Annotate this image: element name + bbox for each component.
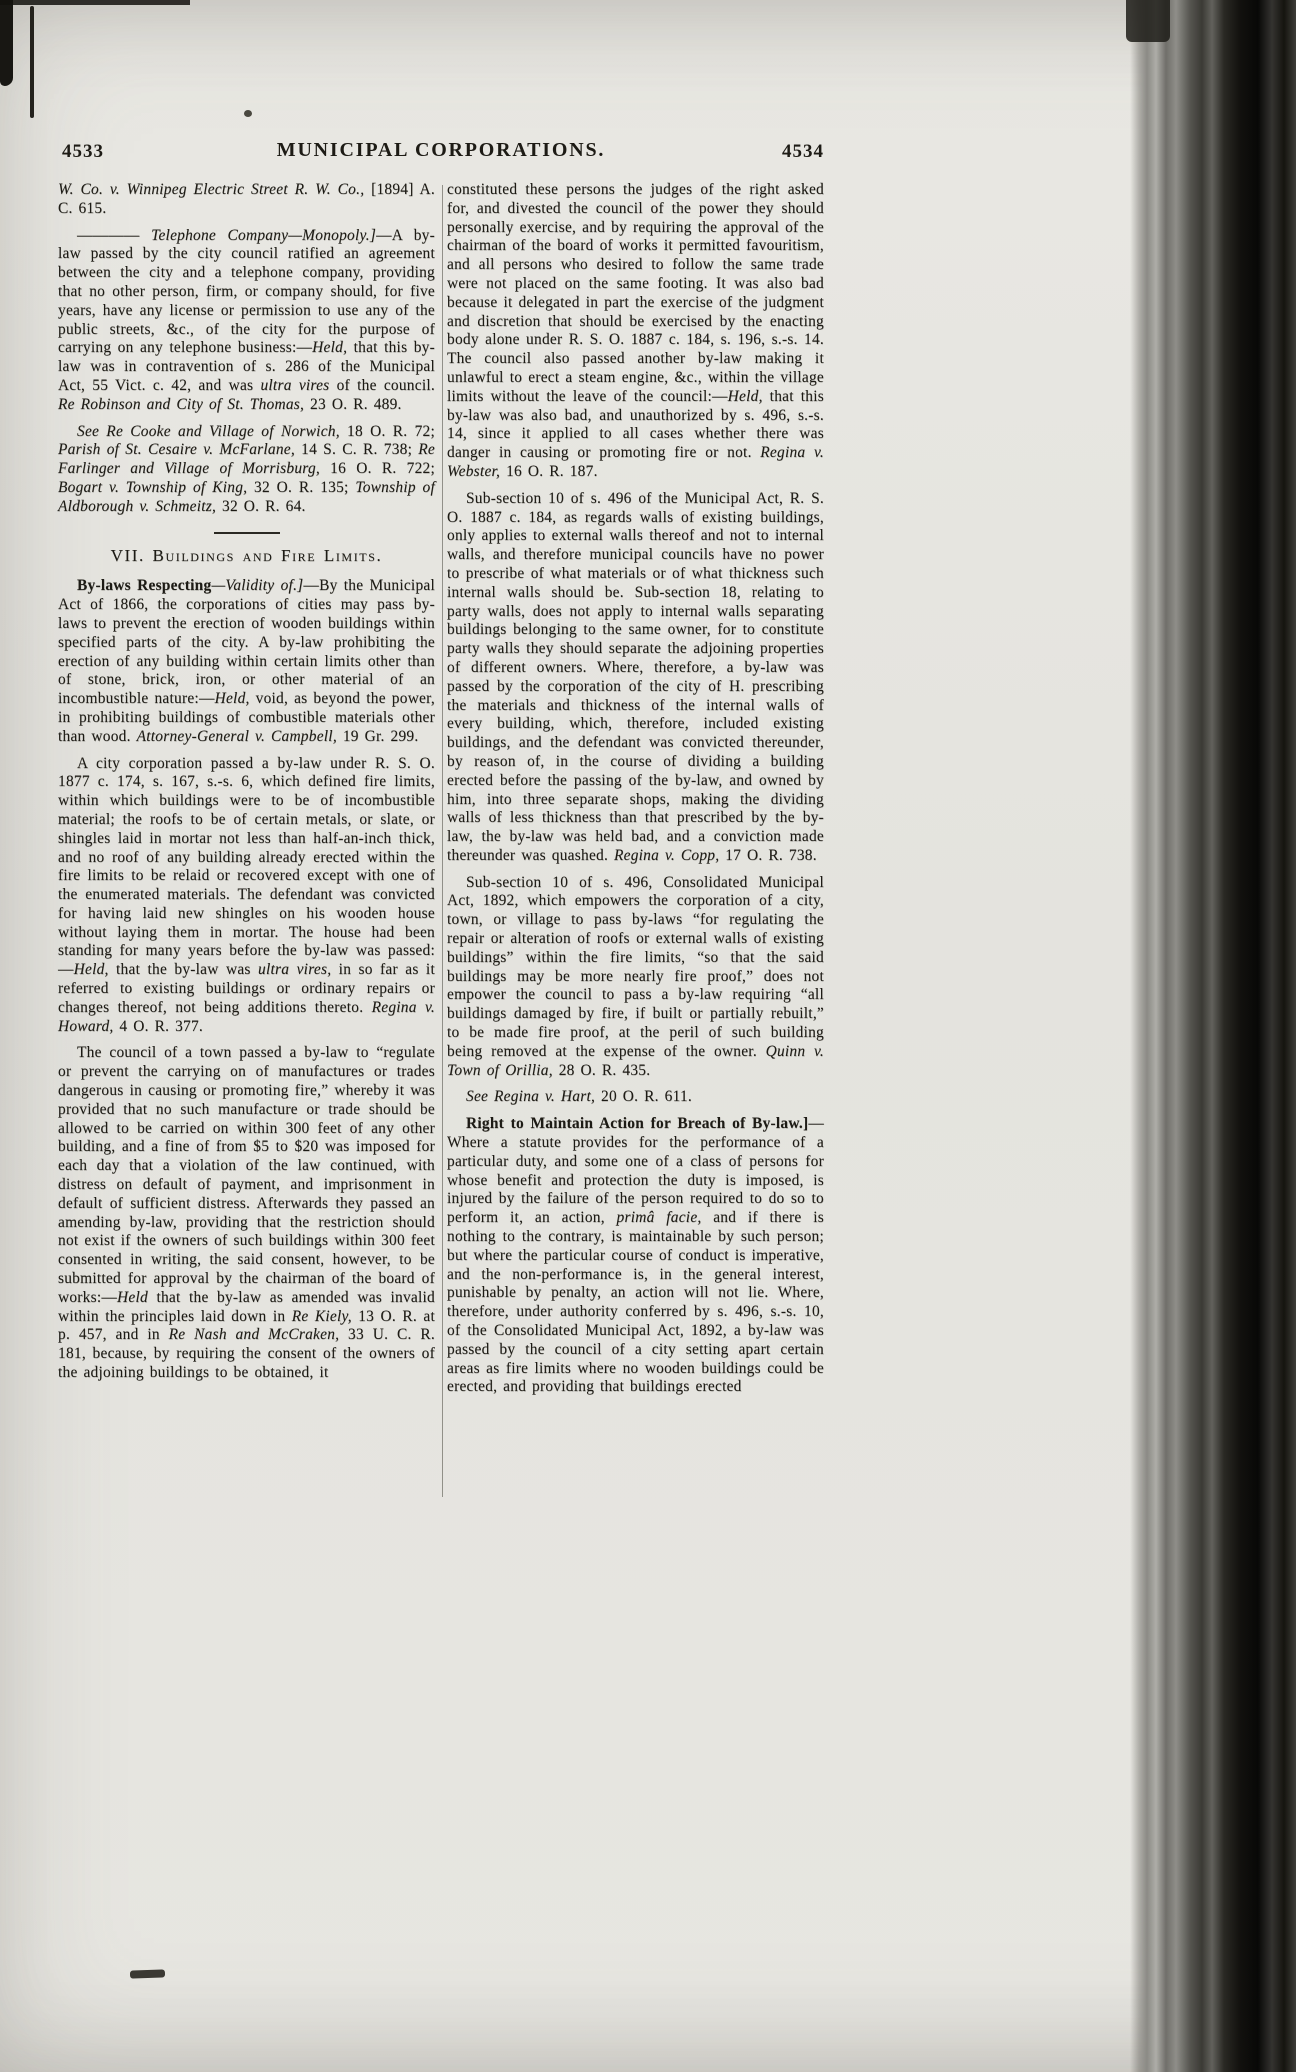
italic-text: Regina v. Copp, bbox=[613, 846, 720, 864]
section-heading bbox=[58, 547, 435, 566]
digest-paragraph bbox=[447, 490, 824, 866]
digest-paragraph bbox=[58, 227, 435, 415]
scan-artifact-bottom-dash bbox=[130, 1969, 165, 1978]
body-text: constituted these persons the judges of the right asked for, and divested the council of the power they should personally exercise, and by requiring the approval of the chairman of the board of works it permitted favouritism, and all persons who desired to follow the same trade were not placed on the same footing. It was also bad because it delegated in part the exercise of the judgment and discretion that should be exercised by the enacting body alone under R. S. O. 1887 c. 184, s. 196, s.-s. 14. The council also passed another by-law making it unlawful to erect a steam engine, &c., within the village limits without the leave of the council:— bbox=[447, 181, 824, 405]
body-text: Sub-section 10 of s. 496, Consolidated Municipal Act, 1892, which empowers the corporation of a city, town, or village to pass by-laws “for regulating the repair or alteration of roofs or external walls of existing buildings” within the fire limits, “so that the said buildings may be more nearly fire proof,” does not empower the council to pass a by-law requiring “all buildings damaged by fire, if built or partially rebuilt,” to be made fire proof, at the peril of such building being removed at the expense of the owner. bbox=[447, 873, 824, 1060]
body-text: —A by-law passed by the city council ratified an agreement between the city and a telephone company, providing that no other person, firm, or company should, for five years, have any license or permission to use any of the public streets, &c., of the city for the purpose of carrying on any telephone business:— bbox=[58, 226, 435, 357]
italic-text: Quinn v. Town of Orillia, bbox=[447, 1042, 824, 1079]
italic-text: Re Kiely, bbox=[291, 1307, 352, 1325]
body-text: 23 O. R. 489. bbox=[304, 395, 402, 413]
body-text: of the council. bbox=[329, 376, 435, 394]
page-number-right: 4534 bbox=[782, 141, 824, 162]
italic-text: Regina v. Howard, bbox=[58, 998, 436, 1035]
body-text: [1894] A. C. 615. bbox=[58, 181, 435, 217]
body-text: 13 O. R. at p. 457, and in bbox=[58, 1307, 435, 1344]
body-text: and if there is nothing to the contrary, is maintainable by such person; but where the particular course of conduct is imperative, and the non-performance is, in the general interest, punishable by penalty, an action will not lie. Where, therefore, under authority conferred by s. 496, s.-s. 10, of the Consolidated Municipal Act, 1892, a by-law was passed by the council of a city setting apart certain areas as fire limits where no wooden buildings could be erected, and providing that buildings erected bbox=[447, 1209, 824, 1396]
body-text: ———— bbox=[77, 226, 152, 244]
digest-paragraph bbox=[58, 577, 435, 746]
body-text: —By the Municipal Act of 1866, the corporations of cities may pass by-laws to prevent the erection of wooden buildings within specified parts of the city. A by-law prohibiting the erection of any building within certain limits other than of stone, brick, iron, or other material of an incombustible nature:— bbox=[58, 577, 435, 708]
italic-text: W. Co. v. Winnipeg Electric Street R. W. Co., bbox=[58, 181, 365, 198]
italic-text: primâ facie, bbox=[616, 1209, 702, 1227]
body-text: VII. Buildings and Fire Limits. bbox=[110, 545, 383, 565]
body-text: void, as beyond the power, in prohibiting buildings of combustible materials other than wood. bbox=[58, 690, 435, 745]
italic-text: Re Robinson and City of St. Thomas, bbox=[58, 395, 305, 413]
italic-text: Held, bbox=[214, 690, 250, 708]
digest-paragraph bbox=[447, 1088, 824, 1107]
body-text: The council of a town passed a by-law to “regulate or prevent the carrying on of manufactures or trades dangerous in causing or promoting fire,” whereby it was provided that no such manufacture or trade should be allowed to be carried on within 300 feet of any other building, and a fine of from $5 to $20 was imposed for each day that a violation of the law continued, with distress on default of payment, and imprisonment in default of sufficient distress. Afterwards they passed an amending by-law, providing that the restriction should not exist if the owners of such buildings within 300 feet consented in writing, the said consent, however, to be submitted for approval by the chairman of the board of works:— bbox=[58, 1044, 435, 1306]
left-column bbox=[58, 181, 435, 1397]
italic-text: Telephone Company—Monopoly.] bbox=[151, 226, 377, 244]
italic-text: —Validity of.] bbox=[211, 577, 304, 595]
italic-text: Held bbox=[117, 1288, 148, 1306]
text-columns bbox=[58, 181, 824, 1397]
italic-text: Bogart v. Township of King, bbox=[58, 478, 248, 496]
scan-artifact-top-right bbox=[1126, 0, 1170, 42]
body-text: 18 O. R. 72; bbox=[339, 422, 435, 440]
digest-paragraph bbox=[58, 1044, 435, 1382]
digest-paragraph bbox=[58, 181, 435, 219]
body-text: in so far as it referred to existing buildings or ordinary repairs or changes thereof, not being additions thereto. bbox=[58, 961, 435, 1016]
body-text: 19 Gr. 299. bbox=[336, 727, 419, 745]
scan-artifact-top-edge bbox=[0, 0, 190, 5]
italic-text: Re Nash and McCraken, bbox=[168, 1326, 340, 1344]
bold-lead-text: Right to Maintain Action for Breach of By-law.] bbox=[466, 1115, 809, 1133]
body-text: 28 O. R. 435. bbox=[552, 1061, 651, 1079]
body-text: A city corporation passed a by-law under R. S. O. 1877 c. 174, s. 167, s.-s. 6, which defined fire limits, within which buildings were to be of incombustible material; the roofs to be of certain metals, or slate, or shingles laid in mortar not less than half-an-inch thick, and no roof of any building already erected within the fire limits to be relaid or recovered except with one of the enumerated materials. The defendant was convicted for having laid new shingles on his wooden house without laying them in mortar. The house had been standing for many years before the by-law was passed:— bbox=[58, 754, 435, 979]
column-divider-rule bbox=[442, 185, 443, 1497]
digest-paragraph bbox=[447, 874, 824, 1081]
body-text: that this by-law was in contravention of s. 286 of the Municipal Act, 55 Vict. c. 42, and was bbox=[58, 339, 435, 394]
body-text: 20 O. R. 611. bbox=[595, 1088, 693, 1106]
italic-text: Attorney-General v. Campbell, bbox=[136, 727, 337, 745]
body-text: Sub-section 10 of s. 496 of the Municipal Act, R. S. O. 1887 c. 184, as regards walls of existing buildings, only applies to external walls thereof and not to internal walls, and therefore municipal councils have no power to prescribe of what materials or of what thickness such internal walls should be. Sub-section 18, relating to party walls, does not apply to internal walls separating buildings belonging to the same owner, for to constitute party walls they should separate the adjoining properties of different owners. Where, therefore, a by-law was passed by the corporation of the city of H. prescribing the materials and thickness of the internal walls of every building, which, therefore, included existing buildings, and the defendant was convicted thereunder, by reason of, in the course of dividing a building erected before the passing of the by-law, and owned by him, into three separate shops, making the dividing walls of less thickness than that prescribed by the by-law, the by-law was held bad, and a conviction made thereunder was quashed. bbox=[447, 489, 824, 864]
right-column bbox=[447, 181, 824, 1397]
body-text: 32 O. R. 135; bbox=[247, 478, 356, 496]
page-number-left: 4533 bbox=[62, 141, 104, 162]
section-divider-rule bbox=[214, 532, 280, 534]
italic-text: Parish of St. Cesaire v. McFarlane, bbox=[58, 441, 295, 459]
book-binding-shadow bbox=[1130, 0, 1296, 2072]
body-text: 32 O. R. 64. bbox=[216, 497, 306, 515]
scan-artifact-top-left bbox=[0, 0, 13, 86]
body-text: that this by-law was also bad, and unauthorized by s. 496, s.-s. 14, since it applied to all cases whether there was danger in causing or promoting fire or not. bbox=[447, 387, 824, 462]
italic-text: Held, bbox=[73, 961, 109, 979]
italic-text: Regina v. Webster, bbox=[447, 444, 824, 480]
digest-paragraph bbox=[447, 1115, 824, 1397]
body-text: 14 S. C. R. 738; bbox=[295, 441, 419, 459]
italic-text: Held, bbox=[727, 387, 763, 405]
digest-paragraph bbox=[58, 755, 435, 1037]
italic-text: See Re Cooke and Village of Norwich, bbox=[77, 422, 340, 440]
body-text: —Where a statute provides for the performance of a particular duty, and some one of a class of persons for whose benefit and protection the duty is imposed, is injured by the failure of the person required to do so to perform it, an action, bbox=[447, 1115, 824, 1227]
italic-text: ultra vires bbox=[260, 376, 330, 394]
italic-text: Held, bbox=[312, 339, 348, 357]
digest-paragraph bbox=[58, 423, 435, 517]
bold-lead-text: By-laws Respecting bbox=[77, 577, 212, 595]
page-header bbox=[58, 139, 824, 165]
italic-text: Re Farlinger and Village of Morrisburg, bbox=[58, 441, 435, 478]
body-text: 4 O. R. 377. bbox=[113, 1017, 204, 1035]
body-text: that the by-law as amended was invalid within the principles laid down in bbox=[58, 1288, 435, 1325]
scan-artifact-speck bbox=[244, 110, 252, 117]
digest-paragraph bbox=[447, 181, 824, 482]
page-title: MUNICIPAL CORPORATIONS. bbox=[276, 139, 606, 161]
body-text: 16 O. R. 722; bbox=[320, 460, 435, 478]
italic-text: See Regina v. Hart, bbox=[466, 1088, 596, 1106]
italic-text: Township of Aldborough v. Schmeitz, bbox=[58, 478, 436, 515]
scan-artifact-left-line bbox=[30, 6, 34, 118]
body-text: 16 O. R. 187. bbox=[500, 462, 598, 480]
italic-text: ultra vires, bbox=[258, 961, 332, 979]
body-text: 17 O. R. 738. bbox=[719, 846, 817, 864]
body-text: that the by-law was bbox=[108, 961, 259, 979]
body-text: 33 U. C. R. 181, because, by requiring the consent of the owners of the adjoining buildings to be obtained, it bbox=[58, 1326, 435, 1382]
